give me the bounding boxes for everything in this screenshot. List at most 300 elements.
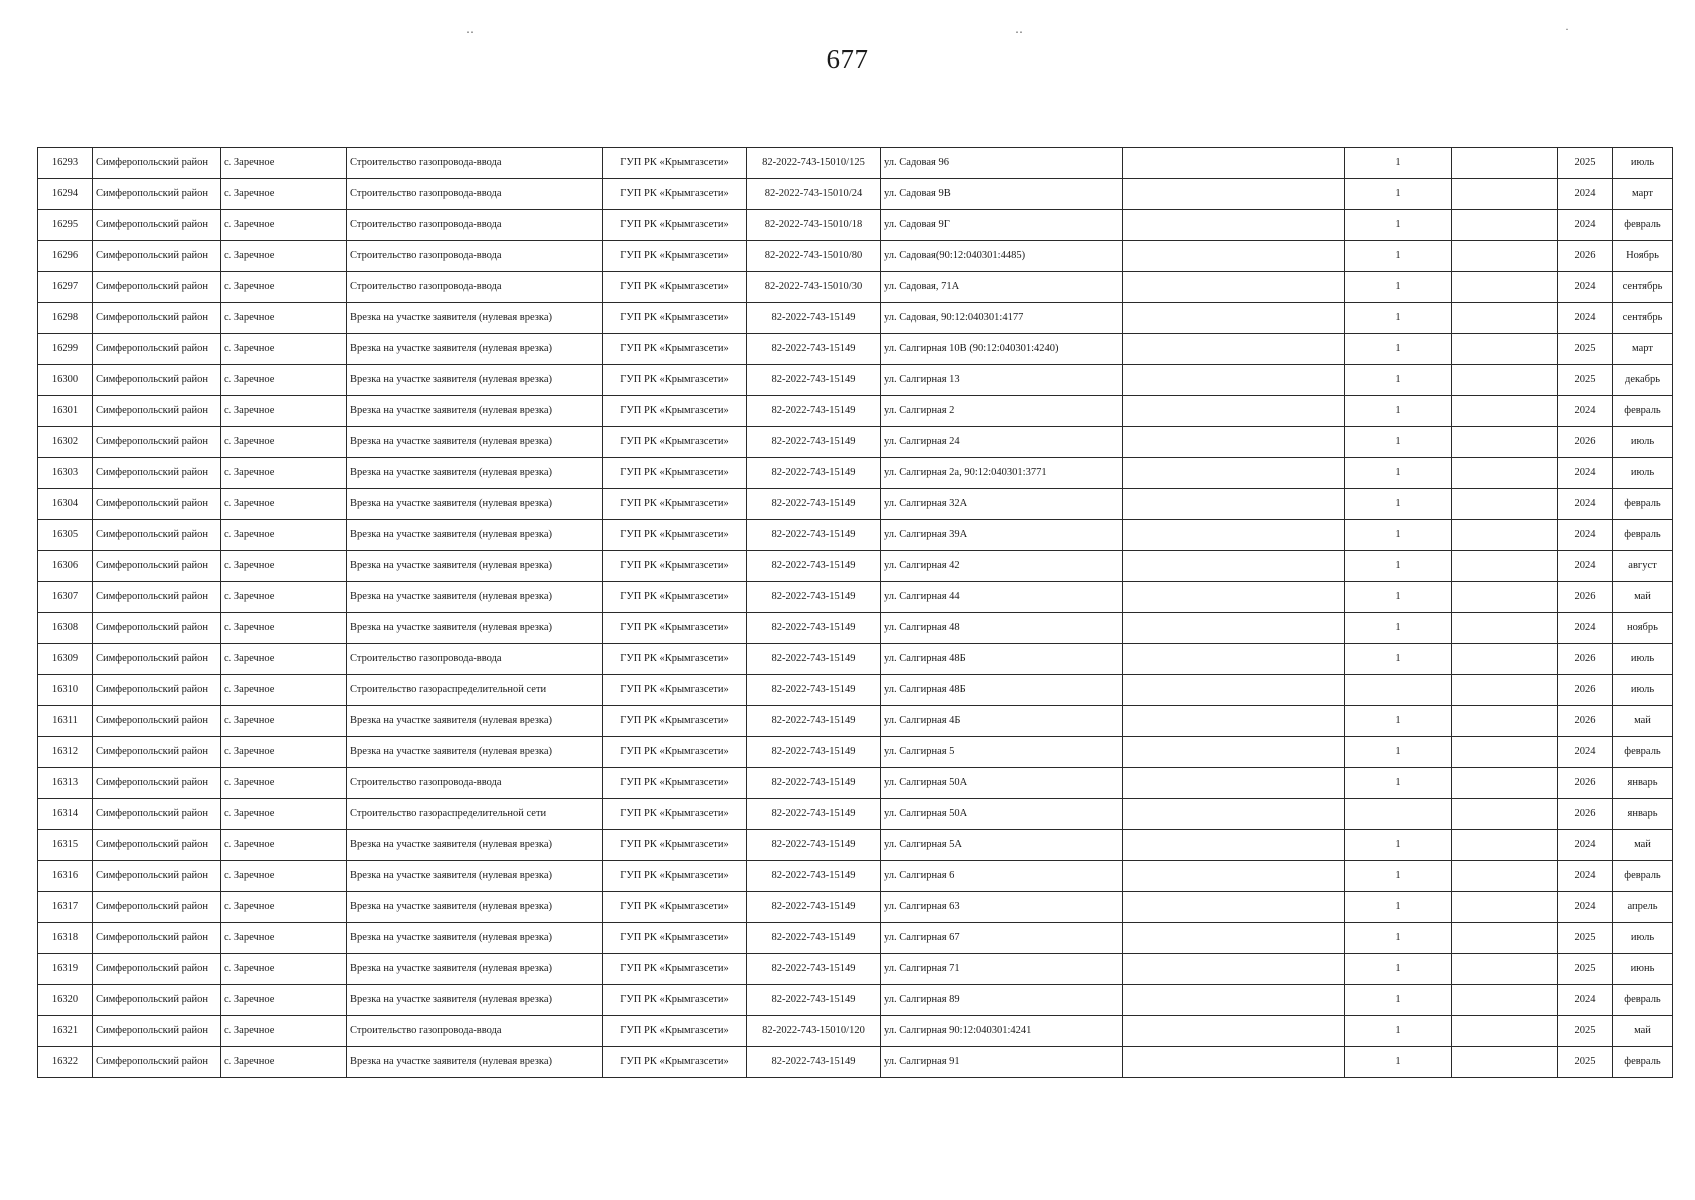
district-cell: Симферопольский район bbox=[93, 923, 221, 954]
district-cell: Симферопольский район bbox=[93, 985, 221, 1016]
district-cell: Симферопольский район bbox=[93, 148, 221, 179]
count-cell bbox=[1345, 799, 1452, 830]
tech-conditions-cell: 82-2022-743-15149 bbox=[747, 923, 881, 954]
empty-cell bbox=[1452, 396, 1558, 427]
empty-cell bbox=[1123, 551, 1345, 582]
address-cell: ул. Салгирная 32А bbox=[881, 489, 1123, 520]
tech-conditions-cell: 82-2022-743-15149 bbox=[747, 334, 881, 365]
organization-cell: ГУП РК «Крымгазсети» bbox=[603, 1047, 747, 1078]
empty-cell bbox=[1452, 861, 1558, 892]
month-cell: ноябрь bbox=[1613, 613, 1673, 644]
address-cell: ул. Садовая 9В bbox=[881, 179, 1123, 210]
tech-conditions-cell: 82-2022-743-15149 bbox=[747, 861, 881, 892]
year-cell: 2025 bbox=[1558, 923, 1613, 954]
district-cell: Симферопольский район bbox=[93, 396, 221, 427]
empty-cell bbox=[1123, 830, 1345, 861]
empty-cell bbox=[1123, 1047, 1345, 1078]
table-row bbox=[38, 303, 1673, 334]
row-number: 16308 bbox=[38, 613, 93, 644]
address-cell: ул. Салгирная 13 bbox=[881, 365, 1123, 396]
table-row bbox=[38, 551, 1673, 582]
month-cell: май bbox=[1613, 582, 1673, 613]
year-cell: 2024 bbox=[1558, 458, 1613, 489]
month-cell: июль bbox=[1613, 427, 1673, 458]
work-type-cell: Врезка на участке заявителя (нулевая врезка) bbox=[347, 365, 603, 396]
organization-cell: ГУП РК «Крымгазсети» bbox=[603, 551, 747, 582]
count-cell: 1 bbox=[1345, 706, 1452, 737]
table-row bbox=[38, 768, 1673, 799]
empty-cell bbox=[1452, 954, 1558, 985]
table-row bbox=[38, 582, 1673, 613]
work-type-cell: Врезка на участке заявителя (нулевая врезка) bbox=[347, 954, 603, 985]
month-cell: февраль bbox=[1613, 1047, 1673, 1078]
locality-cell: с. Заречное bbox=[221, 799, 347, 830]
scan-artifact: ‥ bbox=[466, 22, 475, 36]
year-cell: 2025 bbox=[1558, 148, 1613, 179]
year-cell: 2024 bbox=[1558, 489, 1613, 520]
empty-cell bbox=[1452, 830, 1558, 861]
organization-cell: ГУП РК «Крымгазсети» bbox=[603, 148, 747, 179]
address-cell: ул. Салгирная 48 bbox=[881, 613, 1123, 644]
count-cell: 1 bbox=[1345, 830, 1452, 861]
month-cell: январь bbox=[1613, 768, 1673, 799]
empty-cell bbox=[1123, 148, 1345, 179]
table-row bbox=[38, 1047, 1673, 1078]
work-type-cell: Строительство газопровода-ввода bbox=[347, 272, 603, 303]
address-cell: ул. Салгирная 4Б bbox=[881, 706, 1123, 737]
locality-cell: с. Заречное bbox=[221, 613, 347, 644]
tech-conditions-cell: 82-2022-743-15149 bbox=[747, 582, 881, 613]
month-cell: июль bbox=[1613, 675, 1673, 706]
address-cell: ул. Салгирная 50А bbox=[881, 799, 1123, 830]
row-number: 16310 bbox=[38, 675, 93, 706]
tech-conditions-cell: 82-2022-743-15149 bbox=[747, 954, 881, 985]
row-number: 16319 bbox=[38, 954, 93, 985]
year-cell: 2024 bbox=[1558, 179, 1613, 210]
district-cell: Симферопольский район bbox=[93, 737, 221, 768]
district-cell: Симферопольский район bbox=[93, 768, 221, 799]
address-cell: ул. Садовая, 90:12:040301:4177 bbox=[881, 303, 1123, 334]
tech-conditions-cell: 82-2022-743-15149 bbox=[747, 520, 881, 551]
empty-cell bbox=[1123, 334, 1345, 365]
district-cell: Симферопольский район bbox=[93, 706, 221, 737]
row-number: 16301 bbox=[38, 396, 93, 427]
organization-cell: ГУП РК «Крымгазсети» bbox=[603, 241, 747, 272]
tech-conditions-cell: 82-2022-743-15149 bbox=[747, 489, 881, 520]
month-cell: март bbox=[1613, 179, 1673, 210]
count-cell: 1 bbox=[1345, 954, 1452, 985]
count-cell: 1 bbox=[1345, 520, 1452, 551]
month-cell: май bbox=[1613, 830, 1673, 861]
locality-cell: с. Заречное bbox=[221, 427, 347, 458]
address-cell: ул. Салгирная 48Б bbox=[881, 675, 1123, 706]
locality-cell: с. Заречное bbox=[221, 644, 347, 675]
work-type-cell: Врезка на участке заявителя (нулевая врезка) bbox=[347, 985, 603, 1016]
tech-conditions-cell: 82-2022-743-15010/120 bbox=[747, 1016, 881, 1047]
year-cell: 2024 bbox=[1558, 613, 1613, 644]
count-cell: 1 bbox=[1345, 861, 1452, 892]
organization-cell: ГУП РК «Крымгазсети» bbox=[603, 861, 747, 892]
count-cell: 1 bbox=[1345, 644, 1452, 675]
count-cell: 1 bbox=[1345, 272, 1452, 303]
locality-cell: с. Заречное bbox=[221, 334, 347, 365]
organization-cell: ГУП РК «Крымгазсети» bbox=[603, 520, 747, 551]
district-cell: Симферопольский район bbox=[93, 613, 221, 644]
district-cell: Симферопольский район bbox=[93, 179, 221, 210]
locality-cell: с. Заречное bbox=[221, 148, 347, 179]
locality-cell: с. Заречное bbox=[221, 241, 347, 272]
table-row bbox=[38, 427, 1673, 458]
organization-cell: ГУП РК «Крымгазсети» bbox=[603, 582, 747, 613]
row-number: 16316 bbox=[38, 861, 93, 892]
year-cell: 2024 bbox=[1558, 551, 1613, 582]
count-cell: 1 bbox=[1345, 737, 1452, 768]
district-cell: Симферопольский район bbox=[93, 582, 221, 613]
district-cell: Симферопольский район bbox=[93, 520, 221, 551]
work-type-cell: Врезка на участке заявителя (нулевая врезка) bbox=[347, 892, 603, 923]
district-cell: Симферопольский район bbox=[93, 489, 221, 520]
work-type-cell: Врезка на участке заявителя (нулевая врезка) bbox=[347, 303, 603, 334]
tech-conditions-cell: 82-2022-743-15149 bbox=[747, 303, 881, 334]
year-cell: 2024 bbox=[1558, 210, 1613, 241]
tech-conditions-cell: 82-2022-743-15010/24 bbox=[747, 179, 881, 210]
address-cell: ул. Салгирная 44 bbox=[881, 582, 1123, 613]
district-cell: Симферопольский район bbox=[93, 1016, 221, 1047]
empty-cell bbox=[1452, 768, 1558, 799]
empty-cell bbox=[1452, 334, 1558, 365]
empty-cell bbox=[1123, 365, 1345, 396]
work-type-cell: Врезка на участке заявителя (нулевая врезка) bbox=[347, 737, 603, 768]
table-row bbox=[38, 179, 1673, 210]
address-cell: ул. Салгирная 2 bbox=[881, 396, 1123, 427]
empty-cell bbox=[1123, 613, 1345, 644]
table-row bbox=[38, 458, 1673, 489]
year-cell: 2024 bbox=[1558, 830, 1613, 861]
year-cell: 2024 bbox=[1558, 737, 1613, 768]
count-cell: 1 bbox=[1345, 210, 1452, 241]
work-type-cell: Врезка на участке заявителя (нулевая врезка) bbox=[347, 427, 603, 458]
year-cell: 2024 bbox=[1558, 396, 1613, 427]
organization-cell: ГУП РК «Крымгазсети» bbox=[603, 489, 747, 520]
locality-cell: с. Заречное bbox=[221, 675, 347, 706]
empty-cell bbox=[1123, 520, 1345, 551]
row-number: 16305 bbox=[38, 520, 93, 551]
locality-cell: с. Заречное bbox=[221, 179, 347, 210]
row-number: 16298 bbox=[38, 303, 93, 334]
organization-cell: ГУП РК «Крымгазсети» bbox=[603, 644, 747, 675]
district-cell: Симферопольский район bbox=[93, 334, 221, 365]
empty-cell bbox=[1452, 303, 1558, 334]
empty-cell bbox=[1123, 582, 1345, 613]
district-cell: Симферопольский район bbox=[93, 799, 221, 830]
year-cell: 2026 bbox=[1558, 582, 1613, 613]
tech-conditions-cell: 82-2022-743-15149 bbox=[747, 613, 881, 644]
tech-conditions-cell: 82-2022-743-15149 bbox=[747, 768, 881, 799]
work-type-cell: Строительство газопровода-ввода bbox=[347, 210, 603, 241]
address-cell: ул. Салгирная 5 bbox=[881, 737, 1123, 768]
row-number: 16312 bbox=[38, 737, 93, 768]
empty-cell bbox=[1123, 458, 1345, 489]
organization-cell: ГУП РК «Крымгазсети» bbox=[603, 985, 747, 1016]
count-cell: 1 bbox=[1345, 1047, 1452, 1078]
organization-cell: ГУП РК «Крымгазсети» bbox=[603, 737, 747, 768]
empty-cell bbox=[1123, 427, 1345, 458]
empty-cell bbox=[1123, 954, 1345, 985]
address-cell: ул. Салгирная 90:12:040301:4241 bbox=[881, 1016, 1123, 1047]
table-row bbox=[38, 613, 1673, 644]
address-cell: ул. Салгирная 39А bbox=[881, 520, 1123, 551]
count-cell: 1 bbox=[1345, 396, 1452, 427]
locality-cell: с. Заречное bbox=[221, 737, 347, 768]
month-cell: Ноябрь bbox=[1613, 241, 1673, 272]
work-type-cell: Врезка на участке заявителя (нулевая врезка) bbox=[347, 551, 603, 582]
empty-cell bbox=[1452, 892, 1558, 923]
table-row bbox=[38, 148, 1673, 179]
empty-cell bbox=[1452, 1047, 1558, 1078]
work-type-cell: Врезка на участке заявителя (нулевая врезка) bbox=[347, 861, 603, 892]
empty-cell bbox=[1452, 179, 1558, 210]
tech-conditions-cell: 82-2022-743-15010/18 bbox=[747, 210, 881, 241]
organization-cell: ГУП РК «Крымгазсети» bbox=[603, 954, 747, 985]
row-number: 16304 bbox=[38, 489, 93, 520]
registry-rows bbox=[38, 148, 1673, 1078]
organization-cell: ГУП РК «Крымгазсети» bbox=[603, 799, 747, 830]
work-type-cell: Строительство газораспределительной сети bbox=[347, 799, 603, 830]
district-cell: Симферопольский район bbox=[93, 892, 221, 923]
tech-conditions-cell: 82-2022-743-15010/30 bbox=[747, 272, 881, 303]
empty-cell bbox=[1452, 613, 1558, 644]
tech-conditions-cell: 82-2022-743-15149 bbox=[747, 458, 881, 489]
empty-cell bbox=[1123, 179, 1345, 210]
address-cell: ул. Салгирная 91 bbox=[881, 1047, 1123, 1078]
organization-cell: ГУП РК «Крымгазсети» bbox=[603, 210, 747, 241]
address-cell: ул. Салгирная 48Б bbox=[881, 644, 1123, 675]
address-cell: ул. Салгирная 2а, 90:12:040301:3771 bbox=[881, 458, 1123, 489]
tech-conditions-cell: 82-2022-743-15149 bbox=[747, 675, 881, 706]
organization-cell: ГУП РК «Крымгазсети» bbox=[603, 613, 747, 644]
registry-table bbox=[37, 147, 1673, 1078]
empty-cell bbox=[1452, 241, 1558, 272]
month-cell: май bbox=[1613, 1016, 1673, 1047]
empty-cell bbox=[1452, 985, 1558, 1016]
address-cell: ул. Салгирная 42 bbox=[881, 551, 1123, 582]
count-cell: 1 bbox=[1345, 427, 1452, 458]
locality-cell: с. Заречное bbox=[221, 954, 347, 985]
empty-cell bbox=[1452, 210, 1558, 241]
row-number: 16320 bbox=[38, 985, 93, 1016]
organization-cell: ГУП РК «Крымгазсети» bbox=[603, 1016, 747, 1047]
district-cell: Симферопольский район bbox=[93, 954, 221, 985]
organization-cell: ГУП РК «Крымгазсети» bbox=[603, 427, 747, 458]
row-number: 16315 bbox=[38, 830, 93, 861]
table-row bbox=[38, 954, 1673, 985]
count-cell: 1 bbox=[1345, 489, 1452, 520]
organization-cell: ГУП РК «Крымгазсети» bbox=[603, 334, 747, 365]
month-cell: январь bbox=[1613, 799, 1673, 830]
tech-conditions-cell: 82-2022-743-15010/125 bbox=[747, 148, 881, 179]
table-row bbox=[38, 272, 1673, 303]
year-cell: 2024 bbox=[1558, 303, 1613, 334]
tech-conditions-cell: 82-2022-743-15149 bbox=[747, 706, 881, 737]
empty-cell bbox=[1452, 489, 1558, 520]
address-cell: ул. Салгирная 6 bbox=[881, 861, 1123, 892]
table-row bbox=[38, 861, 1673, 892]
work-type-cell: Строительство газораспределительной сети bbox=[347, 675, 603, 706]
work-type-cell: Врезка на участке заявителя (нулевая врезка) bbox=[347, 458, 603, 489]
empty-cell bbox=[1452, 706, 1558, 737]
address-cell: ул. Салгирная 89 bbox=[881, 985, 1123, 1016]
address-cell: ул. Садовая 9Г bbox=[881, 210, 1123, 241]
work-type-cell: Врезка на участке заявителя (нулевая врезка) bbox=[347, 830, 603, 861]
table-row bbox=[38, 365, 1673, 396]
tech-conditions-cell: 82-2022-743-15149 bbox=[747, 551, 881, 582]
row-number: 16321 bbox=[38, 1016, 93, 1047]
table-row bbox=[38, 799, 1673, 830]
work-type-cell: Врезка на участке заявителя (нулевая врезка) bbox=[347, 396, 603, 427]
address-cell: ул. Салгирная 10В (90:12:040301:4240) bbox=[881, 334, 1123, 365]
count-cell: 1 bbox=[1345, 303, 1452, 334]
count-cell: 1 bbox=[1345, 1016, 1452, 1047]
locality-cell: с. Заречное bbox=[221, 706, 347, 737]
month-cell: февраль bbox=[1613, 396, 1673, 427]
empty-cell bbox=[1123, 985, 1345, 1016]
organization-cell: ГУП РК «Крымгазсети» bbox=[603, 706, 747, 737]
locality-cell: с. Заречное bbox=[221, 985, 347, 1016]
year-cell: 2024 bbox=[1558, 520, 1613, 551]
table-row bbox=[38, 644, 1673, 675]
row-number: 16311 bbox=[38, 706, 93, 737]
address-cell: ул. Салгирная 5А bbox=[881, 830, 1123, 861]
locality-cell: с. Заречное bbox=[221, 892, 347, 923]
year-cell: 2026 bbox=[1558, 675, 1613, 706]
locality-cell: с. Заречное bbox=[221, 923, 347, 954]
district-cell: Симферопольский район bbox=[93, 644, 221, 675]
table-row bbox=[38, 1016, 1673, 1047]
page-number: 677 bbox=[826, 44, 869, 74]
locality-cell: с. Заречное bbox=[221, 365, 347, 396]
empty-cell bbox=[1452, 1016, 1558, 1047]
year-cell: 2024 bbox=[1558, 272, 1613, 303]
locality-cell: с. Заречное bbox=[221, 551, 347, 582]
count-cell: 1 bbox=[1345, 985, 1452, 1016]
row-number: 16307 bbox=[38, 582, 93, 613]
row-number: 16322 bbox=[38, 1047, 93, 1078]
row-number: 16318 bbox=[38, 923, 93, 954]
empty-cell bbox=[1123, 303, 1345, 334]
count-cell: 1 bbox=[1345, 613, 1452, 644]
locality-cell: с. Заречное bbox=[221, 520, 347, 551]
address-cell: ул. Садовая, 71А bbox=[881, 272, 1123, 303]
table-row bbox=[38, 396, 1673, 427]
year-cell: 2026 bbox=[1558, 644, 1613, 675]
work-type-cell: Врезка на участке заявителя (нулевая врезка) bbox=[347, 582, 603, 613]
tech-conditions-cell: 82-2022-743-15149 bbox=[747, 985, 881, 1016]
empty-cell bbox=[1123, 768, 1345, 799]
table-row bbox=[38, 520, 1673, 551]
work-type-cell: Врезка на участке заявителя (нулевая врезка) bbox=[347, 489, 603, 520]
empty-cell bbox=[1123, 396, 1345, 427]
table-row bbox=[38, 985, 1673, 1016]
organization-cell: ГУП РК «Крымгазсети» bbox=[603, 892, 747, 923]
empty-cell bbox=[1123, 644, 1345, 675]
count-cell: 1 bbox=[1345, 365, 1452, 396]
table-row bbox=[38, 830, 1673, 861]
month-cell: сентябрь bbox=[1613, 272, 1673, 303]
row-number: 16313 bbox=[38, 768, 93, 799]
empty-cell bbox=[1123, 241, 1345, 272]
address-cell: ул. Садовая 96 bbox=[881, 148, 1123, 179]
district-cell: Симферопольский район bbox=[93, 241, 221, 272]
locality-cell: с. Заречное bbox=[221, 768, 347, 799]
tech-conditions-cell: 82-2022-743-15149 bbox=[747, 799, 881, 830]
row-number: 16296 bbox=[38, 241, 93, 272]
district-cell: Симферопольский район bbox=[93, 861, 221, 892]
month-cell: декабрь bbox=[1613, 365, 1673, 396]
month-cell: май bbox=[1613, 706, 1673, 737]
table-row bbox=[38, 923, 1673, 954]
locality-cell: с. Заречное bbox=[221, 1016, 347, 1047]
locality-cell: с. Заречное bbox=[221, 210, 347, 241]
empty-cell bbox=[1452, 582, 1558, 613]
address-cell: ул. Салгирная 71 bbox=[881, 954, 1123, 985]
month-cell: сентябрь bbox=[1613, 303, 1673, 334]
count-cell: 1 bbox=[1345, 334, 1452, 365]
work-type-cell: Строительство газопровода-ввода bbox=[347, 179, 603, 210]
tech-conditions-cell: 82-2022-743-15149 bbox=[747, 892, 881, 923]
year-cell: 2024 bbox=[1558, 985, 1613, 1016]
month-cell: февраль bbox=[1613, 737, 1673, 768]
year-cell: 2025 bbox=[1558, 954, 1613, 985]
locality-cell: с. Заречное bbox=[221, 489, 347, 520]
year-cell: 2026 bbox=[1558, 706, 1613, 737]
empty-cell bbox=[1452, 923, 1558, 954]
empty-cell bbox=[1123, 892, 1345, 923]
locality-cell: с. Заречное bbox=[221, 272, 347, 303]
address-cell: ул. Салгирная 63 bbox=[881, 892, 1123, 923]
empty-cell bbox=[1123, 272, 1345, 303]
empty-cell bbox=[1123, 210, 1345, 241]
row-number: 16295 bbox=[38, 210, 93, 241]
tech-conditions-cell: 82-2022-743-15010/80 bbox=[747, 241, 881, 272]
row-number: 16293 bbox=[38, 148, 93, 179]
empty-cell bbox=[1452, 365, 1558, 396]
table-row bbox=[38, 241, 1673, 272]
month-cell: февраль bbox=[1613, 861, 1673, 892]
district-cell: Симферопольский район bbox=[93, 210, 221, 241]
table-row bbox=[38, 706, 1673, 737]
month-cell: июнь bbox=[1613, 954, 1673, 985]
empty-cell bbox=[1452, 737, 1558, 768]
empty-cell bbox=[1123, 737, 1345, 768]
empty-cell bbox=[1123, 1016, 1345, 1047]
count-cell: 1 bbox=[1345, 768, 1452, 799]
work-type-cell: Строительство газопровода-ввода bbox=[347, 241, 603, 272]
empty-cell bbox=[1452, 799, 1558, 830]
organization-cell: ГУП РК «Крымгазсети» bbox=[603, 923, 747, 954]
organization-cell: ГУП РК «Крымгазсети» bbox=[603, 830, 747, 861]
work-type-cell: Строительство газопровода-ввода bbox=[347, 644, 603, 675]
year-cell: 2025 bbox=[1558, 1047, 1613, 1078]
count-cell: 1 bbox=[1345, 892, 1452, 923]
month-cell: февраль bbox=[1613, 210, 1673, 241]
work-type-cell: Врезка на участке заявителя (нулевая врезка) bbox=[347, 1047, 603, 1078]
row-number: 16306 bbox=[38, 551, 93, 582]
year-cell: 2025 bbox=[1558, 1016, 1613, 1047]
organization-cell: ГУП РК «Крымгазсети» bbox=[603, 768, 747, 799]
district-cell: Симферопольский район bbox=[93, 458, 221, 489]
district-cell: Симферопольский район bbox=[93, 365, 221, 396]
row-number: 16302 bbox=[38, 427, 93, 458]
